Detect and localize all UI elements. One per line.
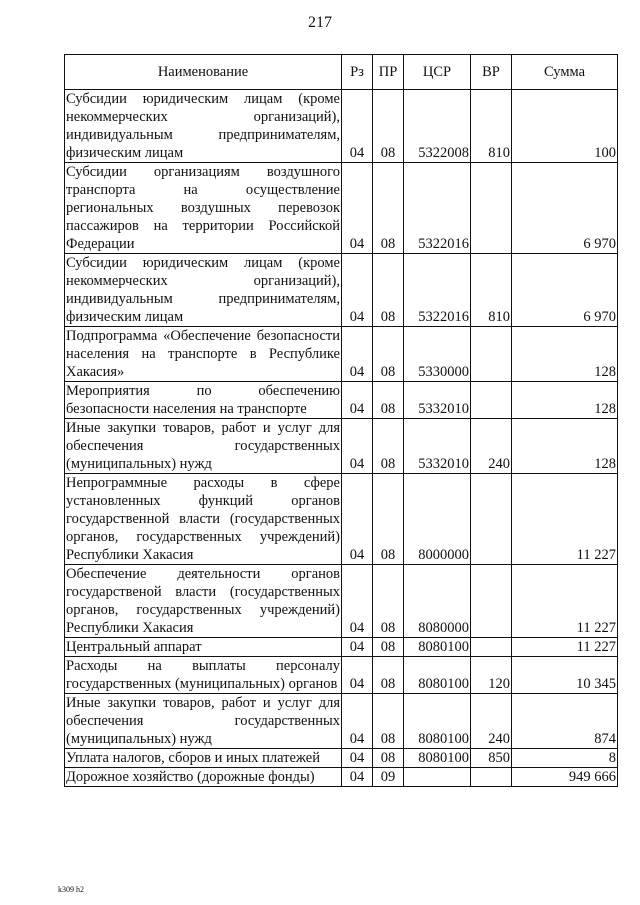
header-sum: Сумма — [512, 55, 618, 90]
row-csr: 8080100 — [404, 694, 471, 749]
row-pr: 08 — [373, 90, 404, 163]
row-rz: 04 — [342, 419, 373, 474]
row-pr: 08 — [373, 638, 404, 657]
row-csr — [404, 768, 471, 787]
table-row — [65, 694, 618, 749]
row-sum: 6 970 — [512, 254, 618, 327]
row-vr: 850 — [471, 749, 512, 768]
row-sum: 949 666 — [512, 768, 618, 787]
header-pr: ПР — [373, 55, 404, 90]
row-rz: 04 — [342, 474, 373, 565]
row-sum: 128 — [512, 419, 618, 474]
row-vr: 810 — [471, 254, 512, 327]
row-vr — [471, 638, 512, 657]
row-sum: 874 — [512, 694, 618, 749]
row-sum: 8 — [512, 749, 618, 768]
table-row — [65, 638, 618, 657]
footer-code: k309 h2 — [58, 885, 84, 894]
row-rz: 04 — [342, 327, 373, 382]
row-rz: 04 — [342, 749, 373, 768]
row-vr — [471, 565, 512, 638]
header-csr: ЦСР — [404, 55, 471, 90]
table-row — [65, 254, 618, 327]
row-csr: 5322008 — [404, 90, 471, 163]
row-rz: 04 — [342, 382, 373, 419]
row-name: Мероприятия по обеспечению безопасности населения на транспорте — [66, 383, 340, 417]
row-name: Субсидии организациям воздушного транспорта на осуществление региональных воздушных перевозок пассажиров на территории Российской Федерации — [66, 164, 340, 252]
header-rz: Рз — [342, 55, 373, 90]
row-csr: 8080100 — [404, 749, 471, 768]
row-name: Непрограммные расходы в сфере установленных функций органов государственной власти (государственных органов, государственных учреждений) Республики Хакасия — [66, 475, 340, 563]
table-row — [65, 163, 618, 254]
row-sum: 6 970 — [512, 163, 618, 254]
table-row — [65, 382, 618, 419]
row-rz: 04 — [342, 768, 373, 787]
row-name: Центральный аппарат — [65, 638, 342, 657]
row-name: Субсидии юридическим лицам (кроме некоммерческих организаций), индивидуальным предпринимателям, физическим лицам — [66, 255, 340, 325]
row-rz: 04 — [342, 694, 373, 749]
row-vr — [471, 163, 512, 254]
row-csr: 5332010 — [404, 382, 471, 419]
row-pr: 08 — [373, 657, 404, 694]
table-row — [65, 419, 618, 474]
row-name: Расходы на выплаты персоналу государственных (муниципальных) органов — [66, 658, 340, 692]
budget-table — [64, 54, 618, 787]
row-name: Дорожное хозяйство (дорожные фонды) — [65, 768, 342, 787]
row-sum: 100 — [512, 90, 618, 163]
row-name: Уплата налогов, сборов и иных платежей — [65, 749, 342, 768]
row-name: Подпрограмма «Обеспечение безопасности населения на транспорте в Республике Хакасия» — [66, 328, 340, 380]
row-name: Иные закупки товаров, работ и услуг для обеспечения государственных (муниципальных) нужд — [66, 695, 340, 747]
row-pr: 08 — [373, 327, 404, 382]
row-sum: 11 227 — [512, 474, 618, 565]
row-rz: 04 — [342, 565, 373, 638]
row-name: Субсидии юридическим лицам (кроме некоммерческих организаций), индивидуальным предпринимателям, физическим лицам — [66, 91, 340, 161]
row-pr: 09 — [373, 768, 404, 787]
row-vr: 240 — [471, 419, 512, 474]
row-csr: 5322016 — [404, 254, 471, 327]
row-csr: 5330000 — [404, 327, 471, 382]
row-vr — [471, 327, 512, 382]
row-rz: 04 — [342, 254, 373, 327]
row-sum: 10 345 — [512, 657, 618, 694]
row-csr: 5332010 — [404, 419, 471, 474]
row-rz: 04 — [342, 163, 373, 254]
row-sum: 128 — [512, 382, 618, 419]
row-pr: 08 — [373, 474, 404, 565]
table-row — [65, 474, 618, 565]
header-name: Наименование — [65, 55, 342, 90]
row-pr: 08 — [373, 419, 404, 474]
row-csr: 8000000 — [404, 474, 471, 565]
table-row — [65, 749, 618, 768]
row-sum: 11 227 — [512, 638, 618, 657]
row-csr: 8080100 — [404, 657, 471, 694]
table-row — [65, 657, 618, 694]
row-sum: 128 — [512, 327, 618, 382]
row-vr: 810 — [471, 90, 512, 163]
page-number: 217 — [308, 14, 332, 31]
table-header-row — [65, 55, 618, 90]
row-csr: 8080100 — [404, 638, 471, 657]
table-row — [65, 90, 618, 163]
row-sum: 11 227 — [512, 565, 618, 638]
row-csr: 5322016 — [404, 163, 471, 254]
table-row — [65, 565, 618, 638]
row-vr — [471, 474, 512, 565]
row-vr: 120 — [471, 657, 512, 694]
row-pr: 08 — [373, 163, 404, 254]
row-name: Иные закупки товаров, работ и услуг для обеспечения государственных (муниципальных) нужд — [66, 420, 340, 472]
row-pr: 08 — [373, 694, 404, 749]
row-csr: 8080000 — [404, 565, 471, 638]
row-pr: 08 — [373, 382, 404, 419]
row-name: Обеспечение деятельности органов государственой власти (государственных органов, государственных учреждений) Республики Хакасия — [66, 566, 340, 636]
row-vr: 240 — [471, 694, 512, 749]
row-rz: 04 — [342, 90, 373, 163]
row-rz: 04 — [342, 657, 373, 694]
table-row — [65, 327, 618, 382]
table-row — [65, 768, 618, 787]
row-pr: 08 — [373, 565, 404, 638]
row-pr: 08 — [373, 254, 404, 327]
row-pr: 08 — [373, 749, 404, 768]
row-vr — [471, 382, 512, 419]
header-vr: ВР — [471, 55, 512, 90]
row-vr — [471, 768, 512, 787]
row-rz: 04 — [342, 638, 373, 657]
